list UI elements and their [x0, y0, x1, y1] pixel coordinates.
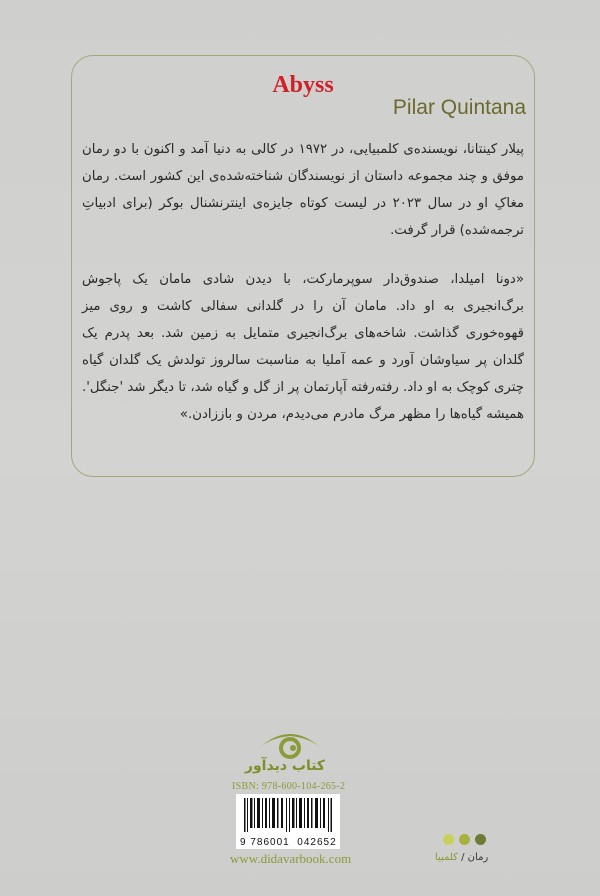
genre-type: رمان	[467, 852, 489, 863]
publisher-website: www.didavarbook.com	[230, 851, 352, 866]
cover-text-frame	[71, 55, 535, 477]
genre-label	[435, 852, 488, 863]
book-excerpt: «دونا امیلدا، صندوق‌دار سوپرمارکت، با دیدن شادی مامان یک پاجوش برگ‌انجیری به او داد. مامان آن را در گلدانی سفالی کاشت و روی میز قهوه‌خوری گذاشت. شاخه‌های برگ‌انجیری متمایل به زمین شد. بعد پدرم یک گلدان پر سیاوشان آورد و عمه آملیا به مناسبت سالروز تولدش یک گلدان گیاه چتری کوچک به او داد. رفته‌رفته آپارتمان پر از گل و گیاه شد، تا دیگر شد 'جنگل'. همیشه گیاه‌ها را مظهر مرگ مادرم می‌دیدم، مردن و باززادن.»	[82, 272, 524, 422]
dot-light	[443, 834, 454, 845]
book-title: Abyss	[272, 72, 334, 98]
publisher-name: کتاب دیدآور	[244, 758, 326, 774]
author-bio: پیلار کینتانا، نویسنده‌ی کلمبیایی، در ۱۹۷۲ در کالی به دنیا آمد و اکنون با دو رمان موفق و چند مجموعه داستان از نویسندگان شناخته‌شده‌ی این کشور است. رمان مغاکِ او در سال ۲۰۲۳ در لیست کوتاه جایزه‌ی اینترنشنال بوکر (برای ادبیاتِ ترجمه‌شده) قرار گرفت.	[82, 142, 525, 238]
genre-country: کلمبیا	[435, 852, 458, 863]
barcode	[236, 794, 340, 849]
barcode-bars	[244, 798, 332, 832]
genre-separator: /	[457, 852, 468, 863]
genre-dots	[443, 834, 486, 845]
dot-medium	[459, 834, 470, 845]
barcode-number: 9 786001 042652	[240, 837, 337, 848]
dot-dark	[475, 834, 486, 845]
author-name: Pilar Quintana	[392, 96, 526, 119]
isbn: ISBN: 978-600-104-265-2	[232, 781, 346, 792]
